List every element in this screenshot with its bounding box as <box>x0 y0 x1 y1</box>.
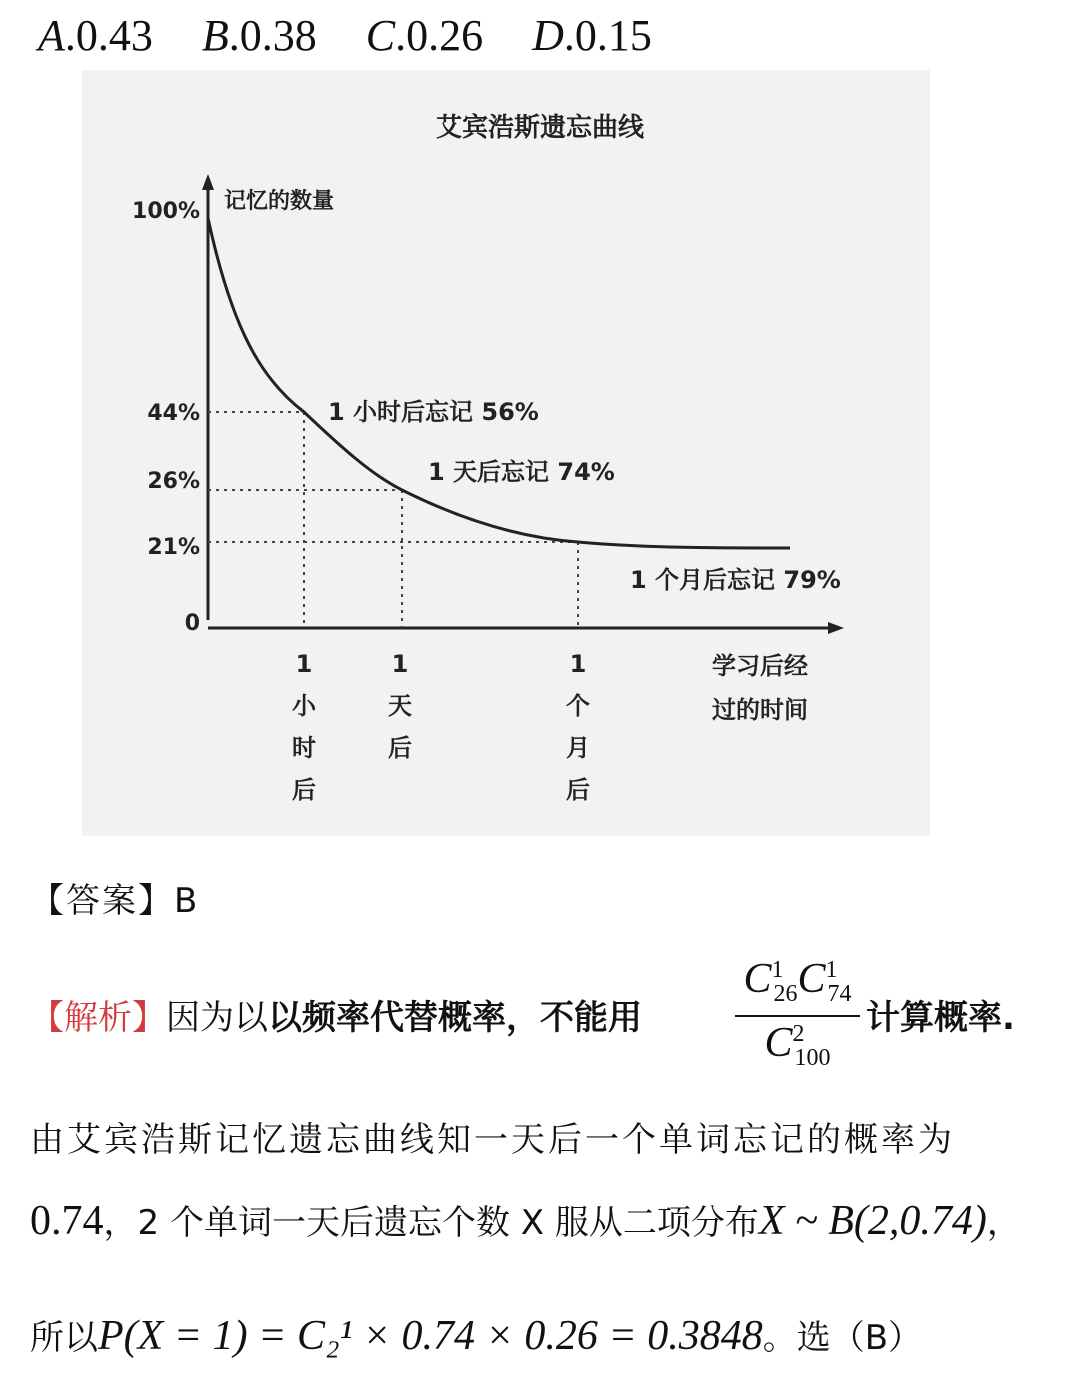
x-axis-label-line1: 学习后经 <box>712 652 808 680</box>
analysis-text-plain: 因为以 <box>166 998 268 1038</box>
x-tick-hour-2: 小 <box>292 692 316 720</box>
y-tick-100: 100% <box>132 199 200 224</box>
binomial-formula: X ~ B(2,0.74) <box>758 1198 987 1244</box>
x-tick-month-3: 月 <box>566 734 590 762</box>
y-axis-label: 记忆的数量 <box>224 189 335 214</box>
y-axis-arrow <box>202 174 214 190</box>
line2-suffix: ， <box>986 1203 1021 1243</box>
option-c: C.0.26 <box>365 11 484 60</box>
forgetting-curve-chart <box>82 70 930 836</box>
option-a: A.0.43 <box>38 11 153 60</box>
x-tick-day-1: 1 <box>391 650 409 678</box>
combination-fraction <box>735 955 860 1072</box>
answer-label: 【答案】B <box>30 881 200 921</box>
x-axis-label-line2: 过的时间 <box>712 696 808 724</box>
body-line-1: 由艾宾浩斯记忆遗忘曲线知一天后一个单词忘记的概率为 <box>30 1120 955 1160</box>
fraction-bar <box>735 1015 860 1017</box>
annotation-month: 1 个月后忘记 79% <box>630 566 841 594</box>
answer-options <box>38 10 690 61</box>
option-b: B.0.38 <box>201 11 317 60</box>
analysis-after-fraction: 计算概率. <box>866 998 1015 1038</box>
x-tick-month-4: 后 <box>566 776 590 804</box>
probability-value: 0.74 <box>30 1198 104 1244</box>
y-tick-21: 21% <box>147 535 200 560</box>
annotation-day: 1 天后忘记 74% <box>428 458 615 486</box>
forgetting-curve-figure <box>82 70 930 836</box>
x-tick-hour-4: 后 <box>292 776 316 804</box>
line3-suffix: 。选（B） <box>762 1318 923 1358</box>
fraction-numerator: $C^1_{26}C^1_{74}$ <box>743 956 852 1008</box>
chart-title: 艾宾浩斯遗忘曲线 <box>435 113 645 143</box>
x-tick-month-1: 1 <box>569 650 587 678</box>
annotation-hour: 1 小时后忘记 56% <box>328 398 539 426</box>
option-d: D.0.15 <box>532 11 652 60</box>
y-tick-26: 26% <box>147 469 200 494</box>
forgetting-curve-line <box>208 218 790 548</box>
probability-formula: P(X = 1) = C₂¹ × 0.74 × 0.26 = 0.3848 <box>98 1313 763 1359</box>
line3-prefix: 所以 <box>30 1318 98 1358</box>
body-line-2 <box>30 1195 1021 1245</box>
x-tick-hour-1: 1 <box>295 650 313 678</box>
analysis-line <box>30 990 642 1039</box>
binomial-text: ，2 个单词一天后遗忘个数 X 服从二项分布 <box>103 1203 759 1243</box>
analysis-tag: 【解析】 <box>30 998 166 1038</box>
y-tick-44: 44% <box>147 401 200 426</box>
fraction-denominator: $C^2_{100}$ <box>764 1020 831 1072</box>
y-tick-0: 0 <box>184 611 200 636</box>
x-axis-arrow <box>828 622 844 634</box>
x-tick-month-2: 个 <box>566 692 590 720</box>
analysis-text-bold: 以频率代替概率，不能用 <box>268 998 642 1038</box>
x-tick-day-2: 天 <box>388 692 412 720</box>
x-tick-day-3: 后 <box>388 734 412 762</box>
x-tick-hour-3: 时 <box>292 734 316 762</box>
body-line-3 <box>30 1310 922 1360</box>
